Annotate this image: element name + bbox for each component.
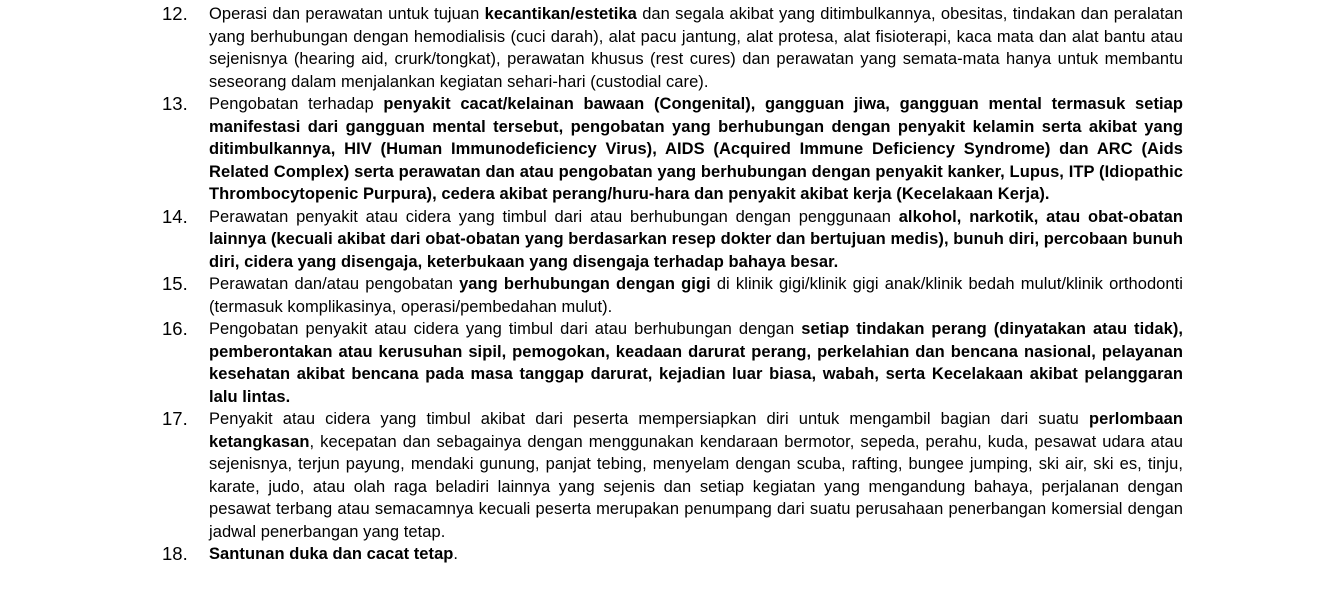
- item-text: [209, 206, 1183, 274]
- item-text-bold: penyakit cacat/kelainan bawaan (Congenital), gangguan jiwa, gangguan mental termasuk setiap manifestasi dari gangguan mental tersebut, pengobatan yang berhubungan dengan penyakit kelamin serta akibat yang ditimbulkannya, HIV (Human Immunodeficiency Virus), AIDS (Acquired Immune Deficiency Syndrome) dan ARC (Aids Related Complex) serta perawatan dan atau pengobatan yang berhubungan dengan penyakit kanker, Lupus, ITP (Idiopathic Thrombocytopenic Purpura), cedera akibat perang/huru-hara dan penyakit akibat kerja (Kecelakaan Kerja).: [209, 95, 1183, 203]
- item-number: 13.: [162, 93, 188, 114]
- list-item: [0, 318, 1342, 408]
- item-number: 17.: [162, 408, 188, 429]
- item-text-bold: yang berhubungan dengan gigi: [459, 275, 711, 293]
- item-text-segment: Perawatan dan/atau pengobatan: [209, 275, 460, 293]
- item-text-bold: Santunan duka dan cacat tetap: [209, 545, 454, 563]
- exclusion-list: [0, 3, 1342, 566]
- item-text-segment: .: [453, 545, 459, 563]
- list-item: [0, 408, 1342, 543]
- item-text: [209, 273, 1183, 318]
- item-text-segment: di klinik gigi/klinik gigi anak/klinik bedah mulut/klinik orthodonti (termasuk komplikasinya, operasi/pembedahan mulut).: [209, 275, 1183, 316]
- item-number: 18.: [162, 543, 188, 564]
- item-text: [209, 93, 1183, 206]
- item-number: 12.: [162, 3, 188, 24]
- item-text-segment: dan segala akibat yang ditimbulkannya, obesitas, tindakan dan peralatan yang berhubungan dengan hemodialisis (cuci darah), alat pacu jantung, alat protesa, alat fisioterapi, kaca mata dan alat bantu atau sejenisnya (hearing aid, crurk/tongkat), perawatan khusus (rest cures) dan perawatan yang semata-mata hanya untuk membantu seseorang dalam menjalankan kegiatan sehari-hari (custodial care).: [209, 5, 1183, 91]
- item-text: [209, 318, 1183, 408]
- item-text-segment: Pengobatan penyakit atau cidera yang timbul dari atau berhubungan dengan: [209, 320, 802, 338]
- item-text-bold: setiap tindakan perang (dinyatakan atau tidak), pemberontakan atau kerusuhan sipil, pemogokan, keadaan darurat perang, perkelahian dan bencana nasional, pelayanan kesehatan akibat bencana pada masa tanggap darurat, kejadian luar biasa, wabah, serta Kecelakaan akibat pelanggaran lalu lintas.: [209, 320, 1183, 406]
- item-text-segment: , kecepatan dan sebagainya dengan menggunakan kendaraan bermotor, sepeda, perahu, kuda, pesawat udara atau sejenisnya, terjun payung, mendaki gunung, panjat tebing, menyelam dengan scuba, rafting, bungee jumping, ski air, ski es, tinju, karate, judo, atau olah raga beladiri lainnya yang sejenis dan setiap kegiatan yang mengandung bahaya, perjalanan dengan pesawat terbang atau semacamnya kecuali peserta merupakan penumpang dari suatu perusahaan penerbangan komersial dengan jadwal penerbangan yang tetap.: [209, 432, 1183, 541]
- item-text-segment: Pengobatan terhadap: [209, 95, 384, 113]
- list-item: [0, 273, 1342, 318]
- list-item: [0, 93, 1342, 206]
- item-text: [209, 408, 1183, 543]
- item-text-bold: kecantikan/estetika: [484, 5, 637, 23]
- item-text-bold: perlombaan ketangkasan: [209, 410, 1183, 451]
- item-text: [209, 3, 1183, 93]
- item-number: 16.: [162, 318, 188, 339]
- item-number: 14.: [162, 205, 188, 227]
- list-item: [0, 543, 1342, 566]
- item-text: [209, 543, 1183, 566]
- item-text-segment: Penyakit atau cidera yang timbul akibat dari peserta mempersiapkan diri untuk mengambil bagian dari suatu: [209, 410, 1089, 428]
- item-text-bold: alkohol, narkotik, atau obat-obatan lainnya (kecuali akibat dari obat-obatan yang berdasarkan resep dokter dan bertujuan medis), bunuh diri, percobaan bunuh diri, cidera yang disengaja, keterbukaan yang disengaja terhadap bahaya besar.: [209, 207, 1183, 271]
- item-text-segment: Perawatan penyakit atau cidera yang timbul dari atau berhubungan dengan penggunaan: [209, 207, 899, 226]
- list-item: [0, 206, 1342, 274]
- item-number: 15.: [162, 273, 188, 294]
- item-text-segment: Operasi dan perawatan untuk tujuan: [209, 5, 485, 23]
- list-item: [0, 3, 1342, 93]
